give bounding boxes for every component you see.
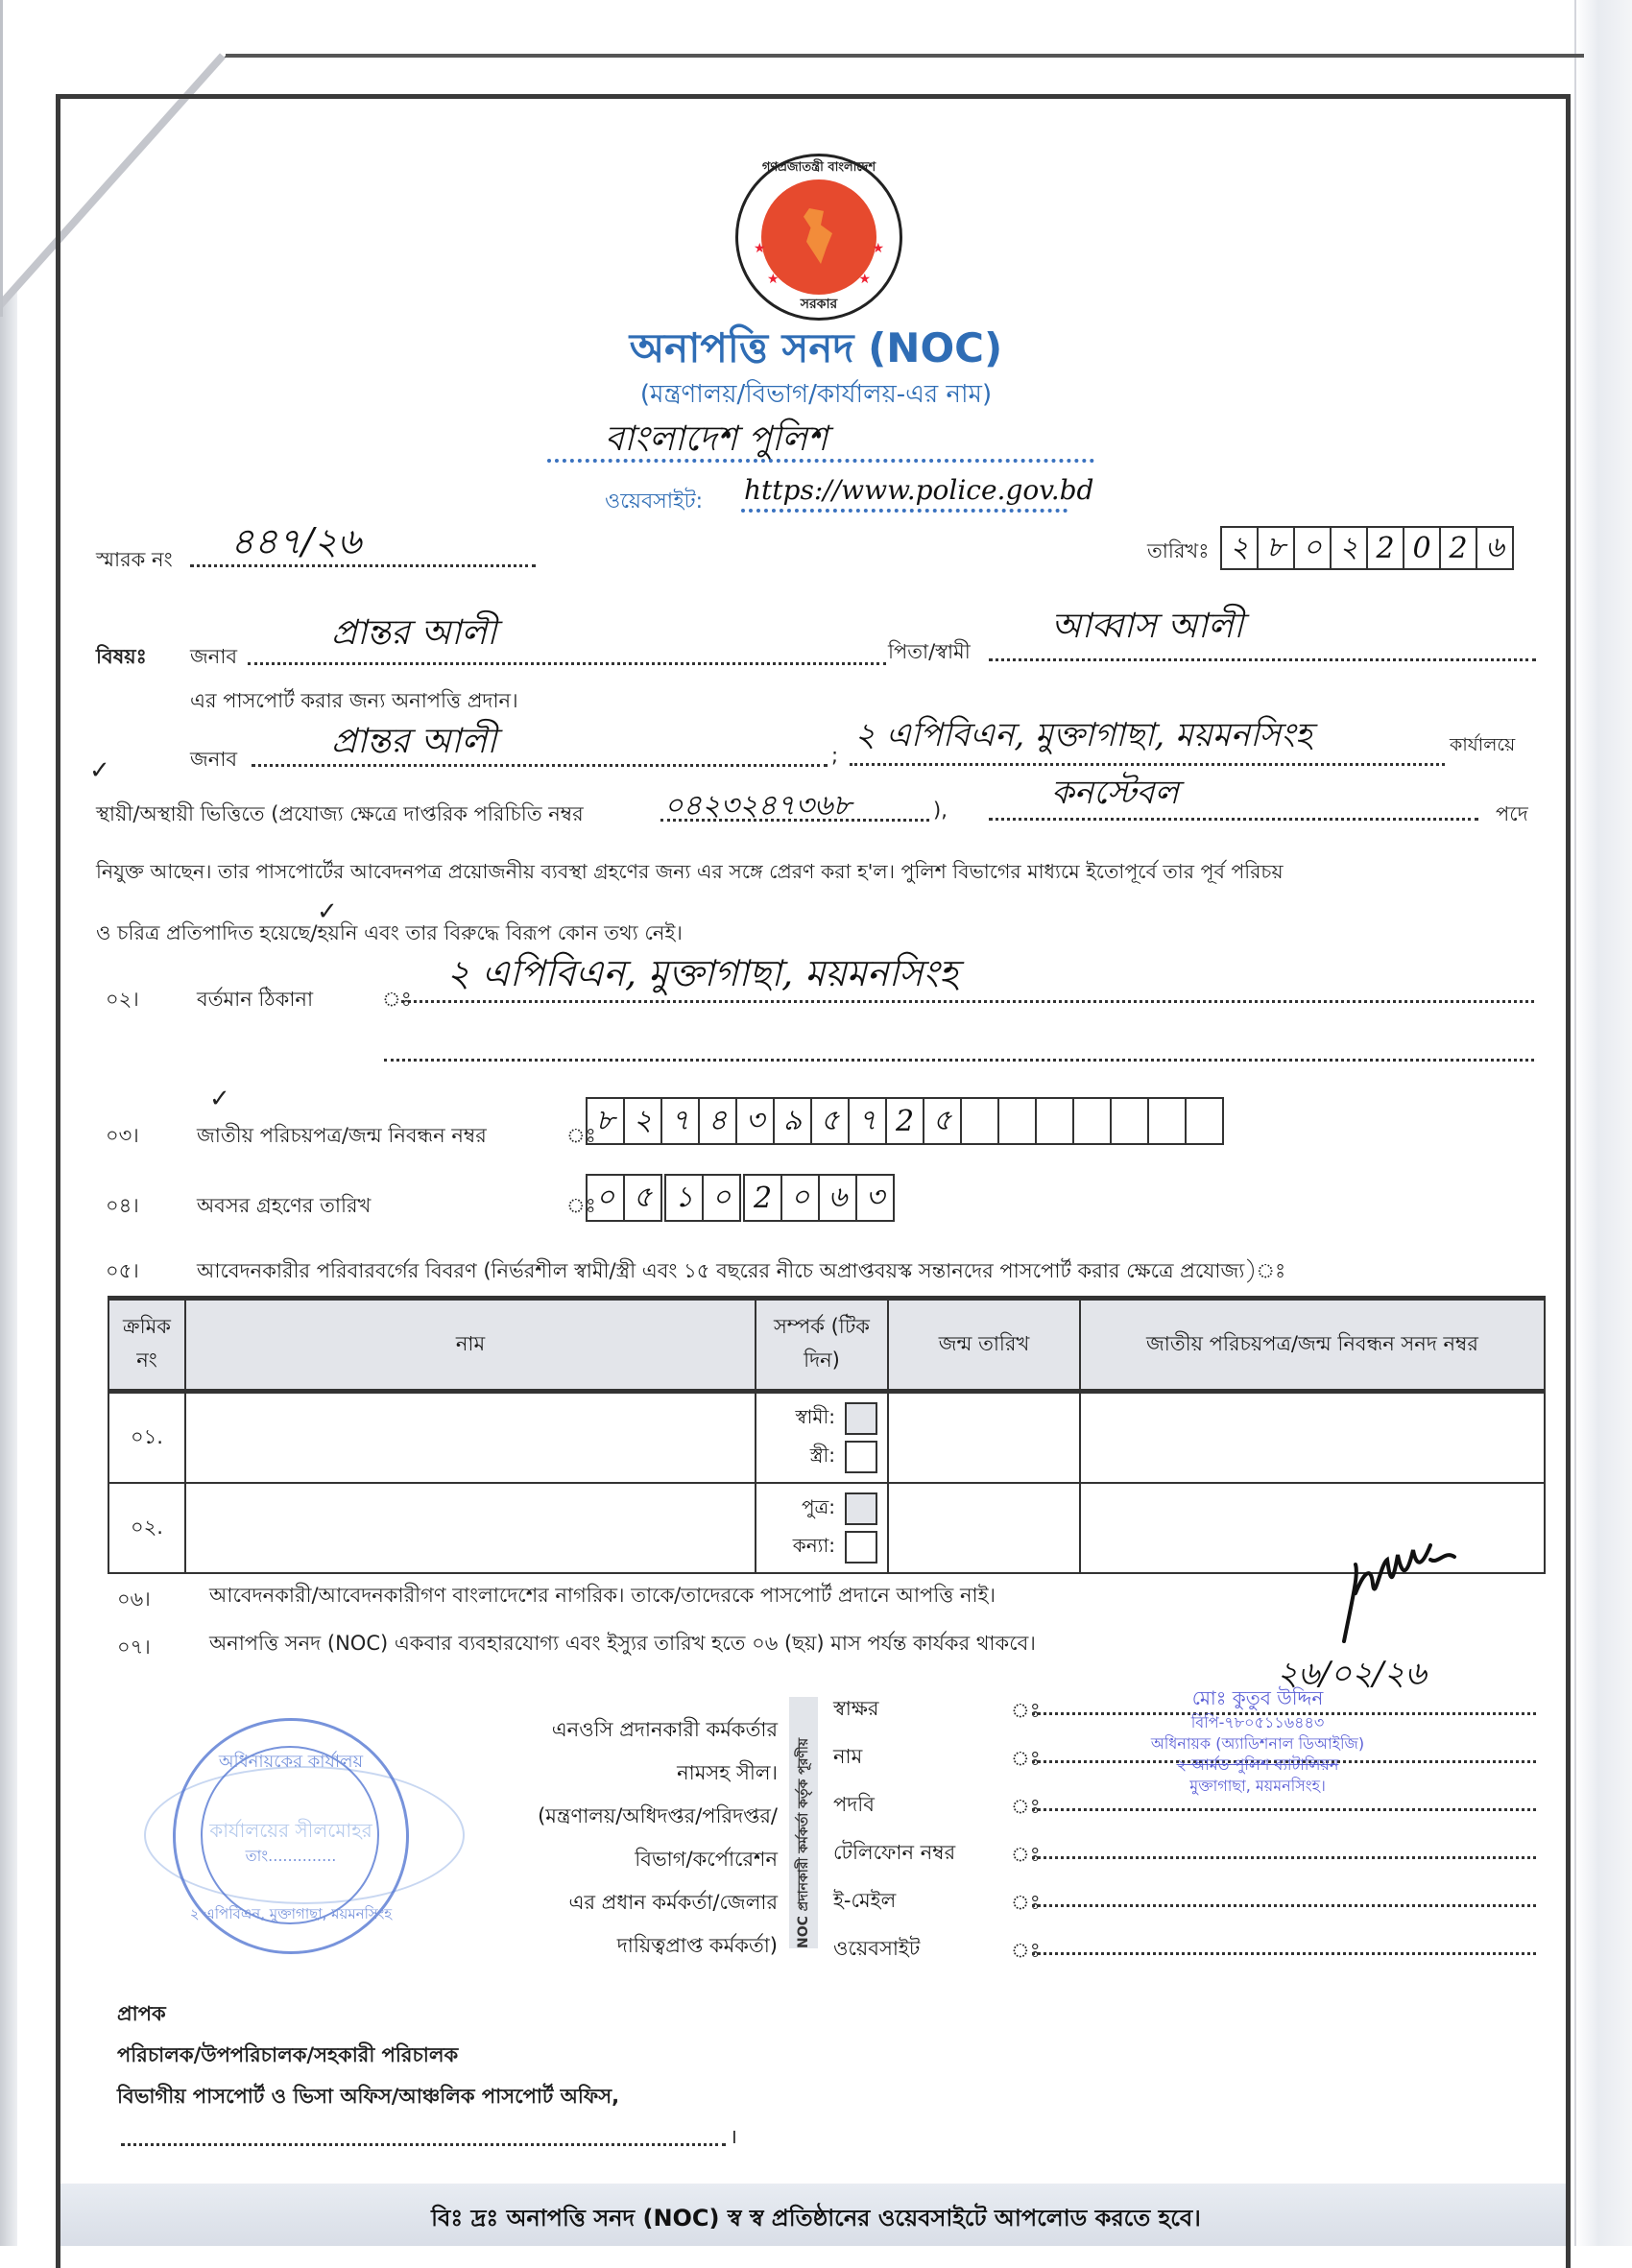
daughter-checkbox[interactable] (845, 1531, 877, 1564)
relation-label-husband: স্বামী: (795, 1404, 835, 1428)
field-colon: ঃ (1011, 1699, 1041, 1722)
date-digit-box: ২ (1330, 526, 1368, 570)
field-label-telephone: টেলিফোন নম্বর (833, 1841, 956, 1864)
present-address-value[interactable]: ২ এপিবিএন, মুক্তাগাছা, ময়মনসিংহ (446, 952, 958, 994)
retirement-digit-box: ৬ (818, 1174, 857, 1222)
recipient-office-line[interactable] (121, 2143, 726, 2146)
emblem-bottom-text: সরকার (800, 297, 838, 312)
memo-number-value[interactable]: ৪৪৭/২৬ (230, 520, 362, 562)
officer-designation-stamp: অধিনায়ক (অ্যাডিশনাল ডিআইজি) (1150, 1734, 1365, 1753)
nid-digit-box (1110, 1097, 1149, 1145)
recipient-label: প্রাপক (117, 2002, 166, 2025)
item-03-number: ০৩। (106, 1124, 139, 1147)
seal-middle-text: কার্যালয়ের সীলমোহর (209, 1819, 372, 1842)
footer-note: বিঃ দ্রঃ অনাপত্তি সনদ (NOC) স্ব স্ব প্রতিষ্ঠানের ওয়েবসাইটে আপলোড করতে হবে। (431, 2205, 1201, 2232)
retirement-digit-box: ৫ (623, 1174, 662, 1222)
item-07-number: ০৭। (117, 1635, 151, 1659)
subject-mr-label: জনাব (190, 645, 238, 668)
body-line-3: নিযুক্ত আছেন। তার পাসপোর্টের আবেদনপত্র প্রয়োজনীয় ব্যবস্থা গ্রহণের জন্য এর সঙ্গে প্রেরণ করা হ'ল। পুলিশ বিভাগের মাধ্যমে ইতোপূর্বে তার পূর্ব পরিচয় (96, 860, 1284, 883)
seal-date-text: তাং.............. (245, 1847, 337, 1865)
item-02-number: ০২। (106, 988, 139, 1011)
field-colon: ঃ (1011, 1891, 1041, 1914)
row-name-cell[interactable] (185, 1392, 756, 1484)
date-label: তারিখঃ (1147, 539, 1210, 562)
website-label: ওয়েবসাইট: (605, 489, 703, 513)
bangladesh-map-icon (804, 208, 832, 264)
email-field-line[interactable] (1032, 1904, 1536, 1907)
header-serial: ক্রমিক নং (108, 1299, 185, 1392)
date-digit-box: 0 (1403, 526, 1441, 570)
row-dob-cell[interactable] (888, 1483, 1080, 1573)
nid-digit-box (1147, 1097, 1187, 1145)
memo-label: স্মারক নং (96, 548, 173, 571)
row-serial: ০১. (108, 1392, 185, 1484)
memo-dotted-line (190, 564, 536, 567)
sig-left-line-3: (মন্ত্রণালয়/অধিদপ্তর/পরিদপ্তর/ (538, 1804, 778, 1827)
designation-dotted-line (989, 818, 1478, 821)
nid-colon: ঃ (566, 1124, 596, 1147)
relation-label-son: পুত্র: (801, 1494, 835, 1518)
check-mark-icon: ✓ (317, 897, 338, 926)
officer-bp-number-stamp: বিপি-৭৮০৫১১৬৪৪৩ (1190, 1713, 1325, 1731)
nid-digit-box: ৭ (660, 1097, 700, 1145)
nid-digit-box (1072, 1097, 1112, 1145)
designation-suffix: পদে (1496, 802, 1528, 825)
emblem-top-text: গণপ্রজাতন্ত্রী বাংলাদেশ (761, 160, 876, 175)
star-icon: ★ (858, 272, 871, 287)
father-name-dotted-line (989, 658, 1536, 661)
vertical-label-text: NOC প্রদানকারী কর্মকর্তা কর্তৃক পূরণীয় (796, 1737, 811, 1948)
address-colon: ঃ (382, 988, 412, 1011)
address-dotted-line-1 (401, 1000, 1534, 1003)
relation-label-daughter: কন্যা: (792, 1533, 835, 1557)
declaration-06-text: আবেদনকারী/আবেদনকারীগণ বাংলাদেশের নাগরিক। তাকে/তাদেরকে পাসপোর্ট প্রদানে আপত্তি নাই। (209, 1584, 996, 1607)
sig-left-line-1: এনওসি প্রদানকারী কর্মকর্তার (551, 1718, 778, 1741)
address-label: বর্তমান ঠিকানা (197, 988, 314, 1011)
body-name-value[interactable]: প্রান্তর আলী (331, 722, 497, 761)
star-icon: ★ (754, 241, 766, 256)
subject-label: বিষয়ঃ (96, 645, 147, 668)
sig-left-line-6: দায়িত্বপ্রাপ্ত কর্মকর্তা) (616, 1934, 778, 1957)
office-value[interactable]: ২ এপিবিএন, মুক্তাগাছা, ময়মনসিংহ (854, 716, 1312, 754)
son-checkbox[interactable] (845, 1492, 877, 1525)
declaration-07-text: অনাপত্তি সনদ (NOC) একবার ব্যবহারযোগ্য এবং ইস্যুর তারিখ হতে ০৬ (ছয়) মাস পর্যন্ত কার্যকর থাকবে। (209, 1632, 1036, 1655)
retirement-label: অবসর গ্রহণের তারিখ (197, 1194, 372, 1217)
nid-number-boxes[interactable] (588, 1097, 1224, 1145)
designation-field-line[interactable] (1032, 1808, 1536, 1811)
applicant-name-value[interactable]: প্রান্তর আলী (331, 613, 497, 653)
family-label: আবেদনকারীর পরিবারবর্গের বিবরণ (নির্ভরশীল স্বামী/স্ত্রী এবং ১৫ বছরের নীচে অপ্রাপ্তবয়স্ক সন্তানদের পাসপোর্ট করার ক্ষেত্রে প্রযোজ্য)ঃ (197, 1259, 1286, 1282)
officer-location-stamp: মুক্তাগাছা, ময়মনসিংহ। (1189, 1777, 1326, 1795)
header-relation: সম্পর্ক (টিক দিন) (756, 1299, 888, 1392)
semicolon: ; (831, 744, 839, 767)
row-nid-cell[interactable] (1080, 1392, 1545, 1484)
row-dob-cell[interactable] (888, 1392, 1080, 1484)
nid-digit-box: ৯ (773, 1097, 812, 1145)
body-mr-label: জনাব (190, 748, 238, 771)
item-06-number: ০৬। (117, 1588, 151, 1611)
table-header-row (108, 1299, 1545, 1392)
nid-digit-box (1035, 1097, 1074, 1145)
table-row (108, 1483, 1545, 1573)
field-label-designation: পদবি (833, 1793, 875, 1816)
official-id-value[interactable]: ০৪২৩২৪৭৩৬৮ (664, 789, 852, 823)
retirement-digit-box: ১ (664, 1174, 704, 1222)
sig-left-line-2: নামসহ সীল। (677, 1761, 778, 1784)
retirement-digit-box: ০ (702, 1174, 741, 1222)
retirement-digit-box: ৩ (855, 1174, 895, 1222)
telephone-field-line[interactable] (1032, 1856, 1536, 1859)
signed-date-value: ২৬/০২/২৬ (1277, 1655, 1427, 1693)
field-label-name: নাম (833, 1745, 863, 1768)
vertical-label-band (789, 1697, 818, 1948)
field-colon: ঃ (1011, 1795, 1041, 1818)
star-icon: ★ (767, 272, 780, 287)
date-digit-box: ০ (1293, 526, 1332, 570)
item-04-number: ০৪। (106, 1194, 139, 1217)
officer-name-stamp: মোঃ কুতুব উদ্দিন (1191, 1686, 1324, 1709)
ministry-name-dotted-line (547, 459, 1094, 463)
official-id-close: ), (933, 799, 948, 822)
nid-digit-box: ৫ (923, 1097, 962, 1145)
nid-digit-box: ৪ (698, 1097, 737, 1145)
nid-digit-box: ৭ (848, 1097, 887, 1145)
retirement-colon: ঃ (566, 1194, 596, 1217)
nid-digit-box: ২ (623, 1097, 662, 1145)
designation-value[interactable]: কনস্টেবল (1051, 774, 1179, 812)
header-dob: জন্ম তারিখ (888, 1299, 1080, 1392)
website-value[interactable]: https://www.police.gov.bd (744, 474, 1094, 506)
table-row (108, 1392, 1545, 1484)
field-colon: ঃ (1011, 1747, 1041, 1770)
date-digit-box: ৬ (1476, 526, 1514, 570)
field-colon: ঃ (1011, 1843, 1041, 1866)
officer-unit-stamp: ২ আর্মড পুলিশ ব্যাটালিয়ন (1176, 1755, 1339, 1774)
check-mark-icon: ✓ (209, 1085, 230, 1113)
seal-top-text: অধিনায়কের কার্যালয় (218, 1752, 364, 1772)
field-label-signature: স্বাক্ষর (833, 1697, 879, 1720)
retirement-digit-box: ০ (780, 1174, 820, 1222)
row-relation-cell (756, 1483, 888, 1573)
row-name-cell[interactable] (185, 1483, 756, 1573)
father-label: পিতা/স্বামী (888, 640, 971, 663)
nid-digit-box: ৩ (735, 1097, 775, 1145)
date-digit-box: 2 (1366, 526, 1404, 570)
nid-digit-box (1185, 1097, 1224, 1145)
website-field-line[interactable] (1032, 1952, 1536, 1955)
father-name-value[interactable]: আব্বাস আলী (1051, 607, 1244, 646)
nid-label: জাতীয় পরিচয়পত্র/জন্ম নিবন্ধন নম্বর (197, 1124, 487, 1147)
row-nid-cell[interactable] (1080, 1483, 1545, 1573)
date-boxes[interactable] (1222, 526, 1514, 570)
address-dotted-line-2 (384, 1059, 1534, 1062)
field-label-website: ওয়েবসাইট (833, 1937, 921, 1960)
document-subtitle: (মন্ত্রণালয়/বিভাগ/কার্যালয়-এর নাম) (639, 380, 993, 409)
date-digit-box: 2 (1439, 526, 1477, 570)
star-icon: ★ (872, 241, 884, 256)
sig-left-line-5: এর প্রধান কর্মকর্তা/জেলার (568, 1891, 778, 1914)
applicant-name-dotted-line (248, 662, 886, 665)
recipient-line-1: পরিচালক/উপপরিচালক/সহকারী পরিচালক (117, 2043, 459, 2066)
relation-label-wife: স্ত্রী: (809, 1443, 835, 1467)
family-members-table (108, 1296, 1546, 1574)
nid-digit-box: ৫ (810, 1097, 850, 1145)
retirement-digit-box: 2 (743, 1174, 782, 1222)
ministry-name-value[interactable]: বাংলাদেশ পুলিশ (605, 419, 828, 459)
handwritten-signature (1334, 1536, 1459, 1651)
item-05-number: ০৫। (106, 1259, 139, 1282)
office-suffix: কার্যালয়ে (1450, 734, 1516, 755)
nid-digit-box (997, 1097, 1037, 1145)
nid-digit-box (960, 1097, 999, 1145)
husband-checkbox[interactable] (845, 1402, 877, 1435)
government-emblem (735, 154, 902, 321)
document-title: অনাপত্তি সনদ (NOC) (629, 324, 1003, 371)
sig-left-line-4: বিভাগ/কর্পোরেশন (635, 1848, 778, 1871)
office-seal-stamp (173, 1718, 409, 1954)
field-colon: ঃ (1011, 1939, 1041, 1962)
nid-digit-box: ৮ (586, 1097, 625, 1145)
retirement-digit-box: ০ (586, 1174, 625, 1222)
website-dotted-line (741, 509, 1068, 513)
office-dotted-line (850, 763, 1445, 766)
page-edge-top (221, 54, 1584, 58)
body-name-dotted-line (252, 764, 828, 767)
basis-text: স্থায়ী/অস্থায়ী ভিত্তিতে (প্রযোজ্য ক্ষেত্রে দাপ্তরিক পরিচিতি নম্বর (96, 802, 584, 825)
body-line-4: ও চরিত্র প্রতিপাদিত হয়েছে/হয়নি এবং তার বিরুদ্ধে বিরূপ কোন তথ্য নেই। (96, 921, 683, 944)
retirement-date-boxes[interactable] (588, 1174, 895, 1222)
date-digit-box: ৮ (1257, 526, 1295, 570)
check-mark-icon: ✓ (89, 756, 110, 785)
recipient-line-2: বিভাগীয় পাসপোর্ট ও ভিসা অফিস/আঞ্চলিক পাসপোর্ট অফিস, (117, 2085, 620, 2108)
header-nid: জাতীয় পরিচয়পত্র/জন্ম নিবন্ধন সনদ নম্বর (1080, 1299, 1545, 1392)
recipient-line-end: । (730, 2125, 737, 2148)
wife-checkbox[interactable] (845, 1441, 877, 1473)
row-serial: ০২. (108, 1483, 185, 1573)
header-name: নাম (185, 1299, 756, 1392)
field-label-email: ই-মেইল (833, 1889, 897, 1912)
nid-digit-box: 2 (885, 1097, 924, 1145)
passport-purpose-text: এর পাসপোর্ট করার জন্য অনাপত্তি প্রদান। (190, 689, 518, 712)
date-digit-box: ২ (1220, 526, 1259, 570)
official-id-dotted-line (660, 819, 929, 822)
row-relation-cell (756, 1392, 888, 1484)
seal-bottom-text: ২ এপিবিএন, মুক্তাগাছা, ময়মনসিংহ (189, 1905, 393, 1922)
